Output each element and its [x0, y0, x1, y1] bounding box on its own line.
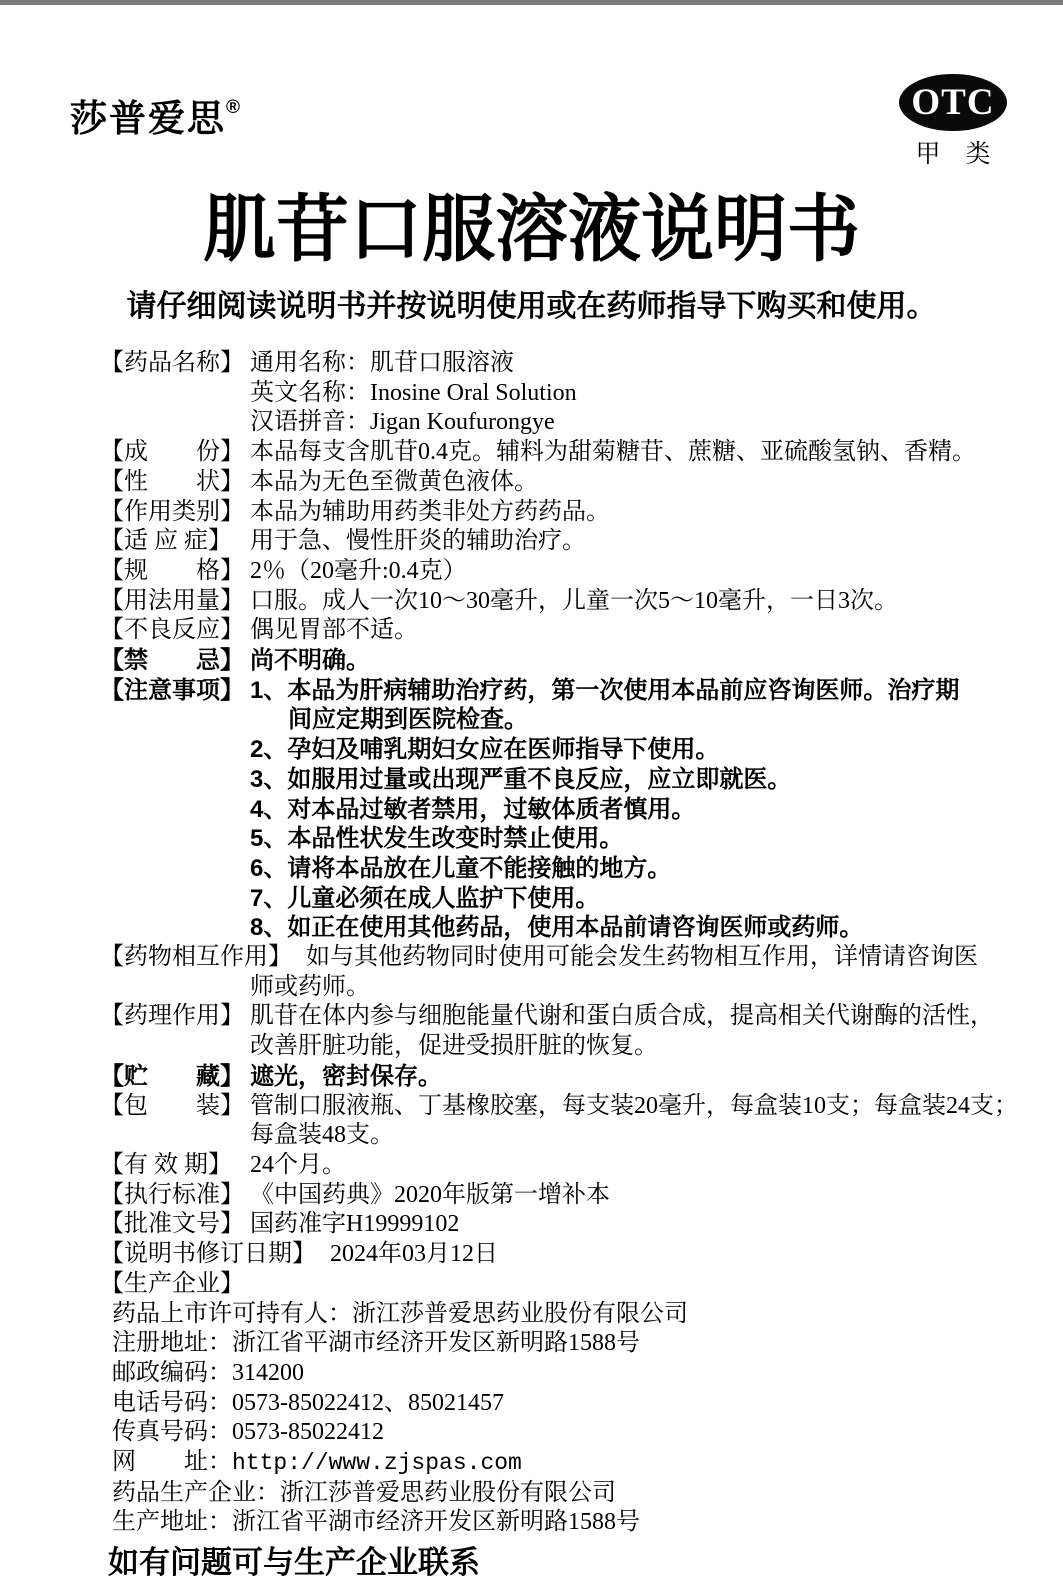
contact-note: 如有问题可与生产企业联系	[108, 1545, 480, 1580]
section-label: 【贮 藏】	[100, 1062, 244, 1090]
packaging-text-line2: 每盒装48支。	[250, 1122, 394, 1149]
section-label: 【适 应 症】	[100, 528, 232, 555]
precaution-item-continuation: 间应定期到医院检查。	[288, 706, 528, 734]
storage-text: 遮光，密封保存。	[250, 1062, 442, 1090]
category-text: 本品为辅助用药类非处方药药品。	[250, 498, 610, 525]
drug-pinyin-name: 汉语拼音：Jigan Koufurongye	[250, 409, 555, 436]
license-holder: 药品上市许可持有人：浙江莎普爱思药业股份有限公司	[112, 1300, 688, 1327]
otc-badge	[899, 74, 1007, 170]
description-text: 本品为无色至微黄色液体。	[250, 468, 538, 495]
precaution-item: 3、如服用过量或出现严重不良反应，应立即就医。	[250, 765, 792, 793]
website-line	[100, 1448, 1047, 1479]
interactions-text-line2: 师或药师。	[250, 973, 370, 1000]
section-label: 【说明书修订日期】	[100, 1241, 316, 1268]
otc-logo-text: OTC	[911, 82, 995, 123]
section-ingredients	[100, 438, 1047, 468]
phone-number: 电话号码：0573-85022412、85021457	[112, 1389, 504, 1416]
section-label: 【作用类别】	[100, 498, 244, 525]
ingredients-text: 本品每支含肌苷0.4克。辅料为甜菊糖苷、蔗糖、亚硫酸氢钠、香精。	[250, 439, 976, 466]
interactions-text-line1: 如与其他药物同时使用可能会发生药物相互作用，详情请咨询医	[306, 944, 978, 971]
postal-code: 邮政编码：314200	[112, 1359, 304, 1386]
dosage-text: 口服。成人一次10～30毫升，儿童一次5～10毫升，一日3次。	[250, 587, 898, 614]
section-label: 【不良反应】	[100, 617, 244, 644]
section-label: 【药品名称】	[100, 350, 244, 376]
approval-number-text: 国药准字H19999102	[250, 1211, 460, 1238]
precaution-item: 6、请将本品放在儿童不能接触的地方。	[250, 854, 672, 882]
section-label: 【包 装】	[100, 1092, 244, 1119]
pharmacology-text-line1: 肌苷在体内参与细胞能量代谢和蛋白质合成，提高相关代谢酶的活性，	[250, 1003, 994, 1030]
fax-number: 传真号码：0573-85022412	[112, 1419, 384, 1446]
registered-address: 注册地址：浙江省平湖市经济开发区新明路1588号	[112, 1330, 640, 1357]
section-label: 【生产企业】	[100, 1270, 244, 1297]
section-contraindications	[100, 646, 1047, 676]
production-address: 生产地址：浙江省平湖市经济开发区新明路1588号	[112, 1509, 640, 1536]
section-strength	[100, 557, 1047, 587]
website-url: http://www.zjspas.com	[232, 1450, 522, 1477]
section-label: 【注意事项】	[100, 676, 244, 704]
revision-date-text: 2024年03月12日	[330, 1241, 498, 1268]
section-label: 【规 格】	[100, 557, 244, 584]
section-label: 【用法用量】	[100, 587, 244, 614]
section-interactions	[100, 943, 1047, 1002]
otc-logo	[899, 74, 1007, 131]
insert-body	[100, 349, 1047, 1538]
section-packaging	[100, 1092, 1047, 1151]
drug-generic-name: 通用名称：肌苷口服溶液	[250, 350, 514, 376]
strength-text: 2％（20毫升:0.4克）	[250, 557, 467, 584]
pharmacology-text-line2: 改善肝脏功能，促进受损肝脏的恢复。	[250, 1033, 658, 1060]
section-precautions	[100, 676, 1047, 943]
usage-notice: 请仔细阅读说明书并按说明使用或在药师指导下购买和使用。	[126, 290, 937, 323]
section-label: 【药物相互作用】	[100, 944, 292, 971]
section-label: 【性 状】	[100, 468, 244, 495]
section-pharmacology	[100, 1002, 1047, 1061]
registered-trademark-mark: ®	[226, 97, 240, 118]
section-standard	[100, 1181, 1047, 1211]
section-category	[100, 498, 1047, 528]
section-label: 【成 份】	[100, 439, 244, 466]
section-revision-date	[100, 1240, 1047, 1270]
precaution-item: 5、本品性状发生改变时禁止使用。	[250, 825, 624, 853]
otc-class-label: 甲 类	[915, 140, 991, 168]
top-border-line	[0, 0, 1063, 5]
adverse-reactions-text: 偶见胃部不适。	[250, 617, 418, 644]
section-validity	[100, 1151, 1047, 1181]
section-storage	[100, 1062, 1047, 1092]
indications-text: 用于急、慢性肝炎的辅助治疗。	[250, 528, 586, 555]
section-label: 【禁 忌】	[100, 647, 244, 675]
packaging-text-line1: 管制口服液瓶、丁基橡胶塞，每支装20毫升，每盒装10支；每盒装24支；	[250, 1092, 1018, 1119]
section-adverse-reactions	[100, 616, 1047, 646]
drug-english-name: 英文名称：Inosine Oral Solution	[250, 379, 577, 406]
page-title: 肌苷口服溶液说明书	[203, 189, 860, 270]
validity-text: 24个月。	[250, 1151, 346, 1178]
precaution-item: 4、对本品过敏者禁用，过敏体质者慎用。	[250, 795, 696, 823]
section-drug-name	[100, 349, 1047, 438]
section-label: 【药理作用】	[100, 1003, 244, 1030]
precaution-item: 8、如正在使用其他药品，使用本品前请咨询医师或药师。	[250, 914, 864, 942]
section-indications	[100, 527, 1047, 557]
precaution-item: 2、孕妇及哺乳期妇女应在医师指导下使用。	[250, 736, 720, 764]
section-manufacturer	[100, 1270, 1047, 1538]
section-label: 【有 效 期】	[100, 1151, 232, 1178]
section-label: 【执行标准】	[100, 1181, 244, 1208]
section-label: 【批准文号】	[100, 1211, 244, 1238]
section-dosage	[100, 587, 1047, 617]
brand-logo	[70, 88, 240, 142]
contraindications-text: 尚不明确。	[250, 647, 370, 675]
producer-company: 药品生产企业：浙江莎普爱思药业股份有限公司	[112, 1479, 616, 1506]
precaution-item: 7、儿童必须在成人监护下使用。	[250, 884, 600, 912]
standard-text: 《中国药典》2020年版第一增补本	[250, 1181, 610, 1208]
brand-name: 莎普爱思	[70, 98, 226, 139]
section-description	[100, 468, 1047, 498]
website-label: 网 址：	[112, 1449, 232, 1476]
section-approval-number	[100, 1210, 1047, 1240]
precaution-item: 1、本品为肝病辅助治疗药，第一次使用本品前应咨询医师。治疗期	[250, 676, 960, 704]
